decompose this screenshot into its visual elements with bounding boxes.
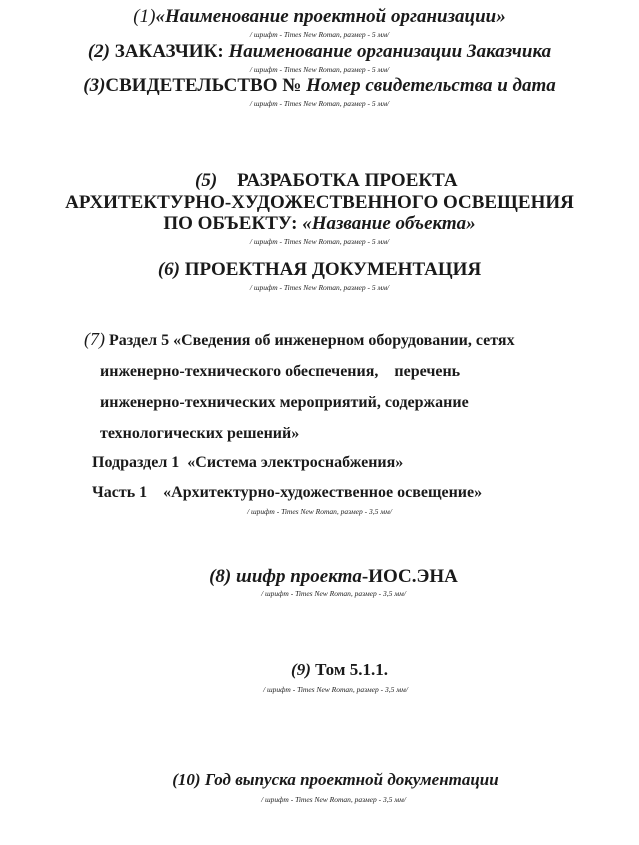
part-line: Часть 1 «Архитектурно-художественное освещение» [92, 484, 483, 501]
font-note: / шрифт - Times New Roman, размер - 5 мм/ [249, 99, 390, 108]
certificate-value: Номер свидетельства и дата [306, 75, 556, 96]
font-note: / шрифт - Times New Roman, размер - 5 мм/ [249, 65, 390, 74]
field-number: (3) [83, 75, 106, 96]
font-note: / шрифт - Times New Roman, размер - 3,5 мм/ [261, 589, 406, 598]
volume-number [20, 660, 639, 680]
certificate-label: СВИДЕТЕЛЬСТВО № [105, 75, 302, 96]
font-note: / шрифт - Times New Roman, размер - 5 мм/ [249, 283, 390, 292]
section-line2: инженерно-технического обеспечения, перечень [100, 363, 461, 380]
font-note: / шрифт - Times New Roman, размер - 3,5 мм/ [261, 795, 406, 804]
customer-label: ЗАКАЗЧИК: [114, 41, 224, 62]
font-note: / шрифт - Times New Roman, размер - 5 мм/ [249, 237, 390, 246]
subsection-line: Подраздел 1 «Система электроснабжения» [92, 454, 404, 471]
organization-name-text: «Наименование проектной организации» [155, 6, 506, 27]
customer-line [0, 41, 639, 63]
section-line4: технологических решений» [100, 425, 300, 442]
font-note: / шрифт - Times New Roman, размер - 5 мм/ [249, 30, 390, 39]
documentation-title [0, 259, 639, 281]
field-number: (2) [87, 41, 111, 62]
documentation-text: ПРОЕКТНАЯ ДОКУМЕНТАЦИЯ [184, 259, 482, 280]
release-year-text: Год выпуска проектной документации [204, 770, 499, 789]
section-line1 [84, 329, 515, 351]
project-title-line2: АРХИТЕКТУРНО-ХУДОЖЕСТВЕННОГО ОСВЕЩЕНИЯ [65, 192, 574, 213]
section-line3: инженерно-технических мероприятий, содержание [100, 394, 469, 411]
section-text: Раздел 5 «Сведения об инженерном оборудовании, сетях [109, 332, 515, 349]
field-number: (6) [157, 259, 180, 280]
organization-name [0, 6, 639, 28]
field-number: (10) [172, 770, 201, 789]
project-title-text: РАЗРАБОТКА ПРОЕКТА [237, 170, 458, 191]
release-year [16, 770, 639, 790]
field-number: (7) [84, 329, 105, 349]
cipher-label: шифр проекта [236, 566, 362, 587]
volume-text: Том 5.1.1. [315, 660, 388, 679]
field-number: (8) [209, 566, 232, 587]
field-number: (9) [291, 660, 311, 679]
cipher-value: -ИОС.ЭНА [361, 566, 458, 587]
customer-value: Наименование организации Заказчика [228, 41, 552, 62]
font-note: / шрифт - Times New Roman, размер - 3,5 мм/ [247, 507, 392, 516]
project-cipher [14, 566, 639, 588]
font-note: / шрифт - Times New Roman, размер - 3,5 мм/ [263, 685, 408, 694]
project-title-line3 [0, 213, 639, 235]
field-number: (1) [133, 6, 156, 27]
project-title-line1 [195, 170, 458, 192]
object-name: «Название объекта» [302, 213, 476, 234]
object-prefix: ПО ОБЪЕКТУ: [163, 213, 298, 234]
field-number: (5) [195, 170, 218, 191]
certificate-line [0, 75, 639, 97]
